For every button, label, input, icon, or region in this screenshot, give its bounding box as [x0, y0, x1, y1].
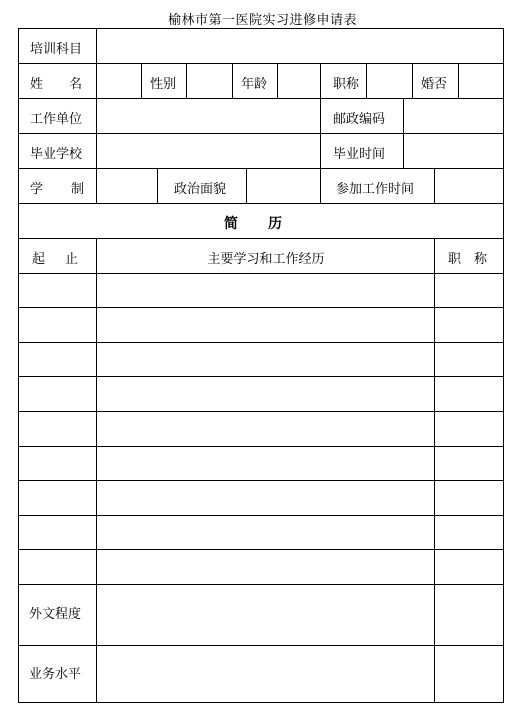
label-political-status: 政治面貌	[174, 182, 227, 197]
political-status-field[interactable]	[248, 170, 319, 202]
postal-code-field[interactable]	[405, 100, 502, 132]
label-employer: 工作单位	[30, 112, 83, 127]
employer-field[interactable]	[98, 100, 319, 132]
name-field[interactable]	[98, 65, 140, 97]
form-title: 榆林市第一医院实习进修申请表	[167, 13, 357, 28]
label-education-length: 学制	[30, 182, 113, 197]
label-study-work-experience: 主要学习和工作经历	[207, 252, 325, 267]
label-postal-code: 邮政编码	[333, 112, 386, 127]
graduated-school-field[interactable]	[98, 135, 319, 167]
gender-field[interactable]	[188, 65, 231, 97]
label-job-title: 职称	[333, 77, 360, 92]
professional-level-field[interactable]	[98, 647, 433, 702]
label-age: 年龄	[241, 77, 268, 92]
label-graduated-school: 毕业学校	[30, 147, 83, 162]
age-field[interactable]	[279, 65, 319, 97]
job-title-field[interactable]	[368, 65, 411, 97]
label-graduation-time: 毕业时间	[333, 147, 386, 162]
resume-rows-area[interactable]	[20, 275, 504, 584]
label-gender: 性别	[150, 77, 177, 92]
label-name: 姓名	[30, 77, 109, 92]
label-resume-job-title: 职称	[448, 252, 501, 267]
label-foreign-language-level: 外文程度	[29, 607, 82, 622]
marital-status-field[interactable]	[460, 65, 502, 97]
label-marital-status: 婚否	[421, 77, 448, 92]
resume-section-header: 简历	[224, 216, 312, 232]
label-period: 起止	[32, 252, 99, 267]
label-training-subject: 培训科目	[30, 42, 83, 57]
foreign-language-level-field[interactable]	[98, 586, 433, 644]
label-work-start-time: 参加工作时间	[336, 182, 415, 197]
work-start-time-field[interactable]	[436, 170, 502, 202]
training-subject-field[interactable]	[98, 30, 502, 62]
education-length-field[interactable]	[98, 170, 156, 202]
graduation-time-field[interactable]	[405, 135, 502, 167]
label-professional-level: 业务水平	[29, 667, 82, 682]
